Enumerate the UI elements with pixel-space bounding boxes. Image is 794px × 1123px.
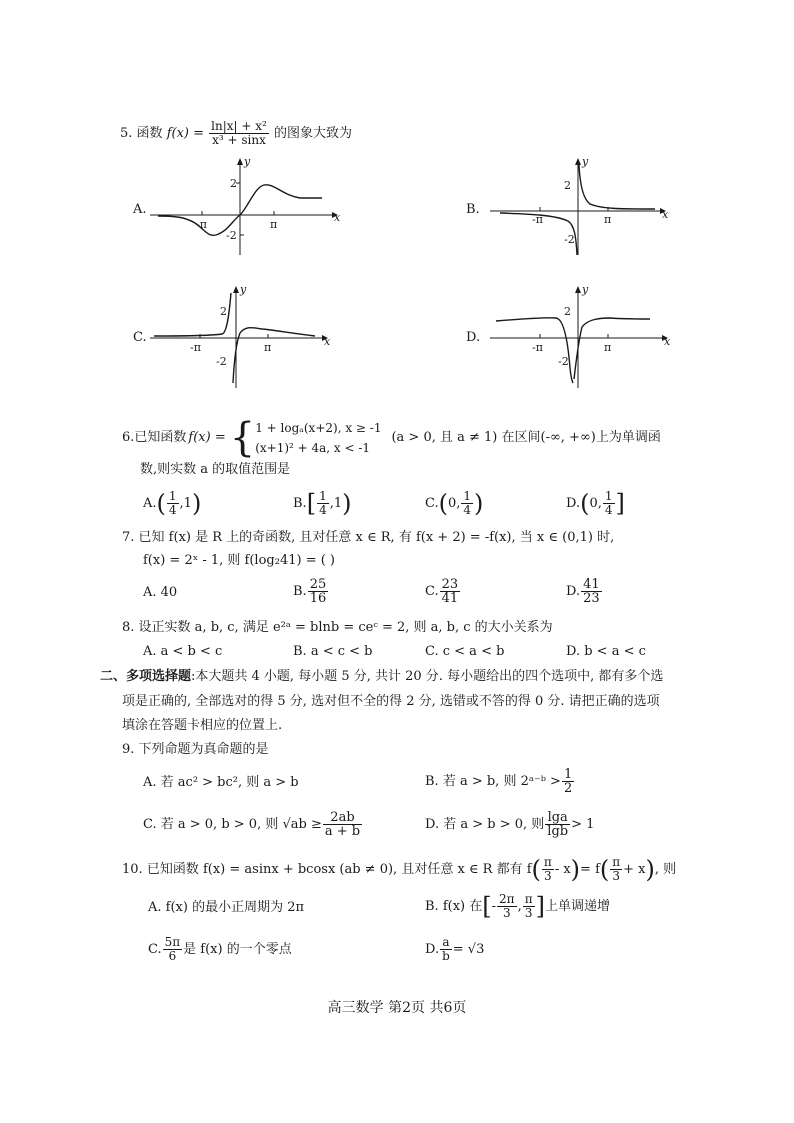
q5-graph-b <box>490 155 690 260</box>
label-neg2: -2 <box>226 229 237 242</box>
curve-right <box>574 318 650 379</box>
q8-option-b: B. a < c < b <box>293 644 373 659</box>
q10-stem: 10. 已知函数 f(x) = asinx + bcosx (ab ≠ 0), 且对任意 x ∈ R 都有 f( $\frac{\pi}{3}$ - x)= f( $\frac{\pi}{3}$ + x), 则 <box>122 855 677 884</box>
q10-option-b: B. f(x) 在[- $\frac{2\pi}{3}$ , $\frac{\pi}{3}$ ]上单调递增 <box>425 892 610 921</box>
q6-stem-pre: 已知函数 <box>134 430 187 445</box>
q9-stem: 9. 下列命题为真命题的是 <box>122 742 269 757</box>
q6-option-d: D.(0, $\frac{1}{4}$ ] <box>566 489 625 518</box>
label-pi: π <box>604 341 612 354</box>
y-axis-arrow <box>237 158 243 165</box>
y-axis-arrow <box>575 286 581 293</box>
y-label: y <box>244 155 251 168</box>
q6-f-expr: f(x) = <box>188 430 226 445</box>
q8-option-c: C. c < a < b <box>425 644 505 659</box>
label-neg-pi: -π <box>532 213 543 226</box>
q7-option-b: B. $\frac{25}{16}$ <box>293 577 327 606</box>
q8-option-d: D. b < a < c <box>566 644 646 659</box>
section2-line3: 填涂在答题卡相应的位置上. <box>122 718 283 733</box>
q5-f-expr: f(x) = <box>166 126 205 141</box>
curve-right <box>233 328 315 383</box>
q8-option-a: A. a < b < c <box>143 644 223 659</box>
q6-option-c: C.(0, $\frac{1}{4}$ ) <box>425 489 484 518</box>
q6-stem-post: (a > 0, 且 a ≠ 1) 在区间(-∞, +∞)上为单调函 <box>391 430 661 445</box>
section2-line2: 项是正确的, 全部选对的得 5 分, 选对但不全的得 2 分, 选错或不答的得 0 分. 请把正确的选项 <box>122 694 660 709</box>
q7-option-c: C. $\frac{23}{41}$ <box>425 577 459 606</box>
q6-case2: (x+1)² + 4a, x < -1 <box>255 441 371 455</box>
q8-stem: 8. 设正实数 a, b, c, 满足 e²ᵃ = blnb = ceᶜ = 2, 则 a, b, c 的大小关系为 <box>122 620 553 635</box>
q10-option-c: C. $\frac{5\pi}{6}$ 是 f(x) 的一个零点 <box>148 935 292 963</box>
x-label: x <box>664 335 671 348</box>
label-neg-pi: -π <box>190 341 201 354</box>
q5-number: 5. <box>120 126 133 141</box>
x-label: x <box>324 335 331 348</box>
y-label: y <box>582 283 589 296</box>
q6-option-a: A.( $\frac{1}{4}$ ,1) <box>143 489 202 518</box>
y-axis-arrow <box>575 158 581 165</box>
page-footer: 高三数学 第2页 共6页 <box>327 1000 467 1016</box>
q5-option-a-label: A. <box>133 202 147 217</box>
q5-option-d-label: D. <box>466 330 481 345</box>
label-2: 2 <box>564 305 571 318</box>
y-axis-arrow <box>233 286 239 293</box>
q10-option-d: D. $\frac{a}{b}$ = √3 <box>425 935 485 963</box>
q6-stem <box>122 415 661 461</box>
label-2: 2 <box>220 305 227 318</box>
q6-option-b: B.[ $\frac{1}{4}$ ,1) <box>293 489 352 518</box>
q7-stem-line1: 7. 已知 f(x) 是 R 上的奇函数, 且对任意 x ∈ R, 有 f(x + 2) = -f(x), 当 x ∈ (0,1) 时, <box>122 530 615 545</box>
q5-graph-c <box>150 283 350 391</box>
label-pi: π <box>270 218 278 231</box>
q9-option-a: A. 若 ac² > bc², 则 a > b <box>143 775 299 790</box>
label-neg2: -2 <box>564 233 575 246</box>
q5-graph-d <box>490 283 690 391</box>
label-neg2: -2 <box>216 355 227 368</box>
label-pi: π <box>604 213 612 226</box>
q10-option-a: A. f(x) 的最小正周期为 2π <box>148 900 305 915</box>
q5-stem <box>120 120 352 147</box>
section2-title: 二、多项选择题 <box>100 669 192 684</box>
label-pi: π <box>264 341 272 354</box>
label-neg-pi: -π <box>532 341 543 354</box>
q7-option-a: A. 40 <box>143 585 178 600</box>
q5-fraction <box>209 120 269 147</box>
q5-stem-pre: 函数 <box>136 126 163 141</box>
y-label: y <box>582 155 589 168</box>
q6-brace: { <box>229 415 256 461</box>
q9-option-c: C. 若 a > 0, b > 0, 则 √ab ≥ $\frac{2ab}{a + b}$ <box>143 810 361 839</box>
q6-case1: 1 + logₐ(x+2), x ≥ -1 <box>255 421 382 435</box>
q5-graph-a <box>150 155 350 260</box>
label-2: 2 <box>564 179 571 192</box>
label-neg2: -2 <box>558 355 569 368</box>
q5-stem-post: 的图象大致为 <box>273 126 352 141</box>
q7-stem-line2: f(x) = 2ˣ - 1, 则 f(log₂41) = ( ) <box>143 553 335 568</box>
q5-option-c-label: C. <box>133 330 147 345</box>
q9-option-d: D. 若 a > b > 0, 则 $\frac{\lg a}{\lg b}$ > 1 <box>425 810 595 839</box>
x-label: x <box>334 211 341 224</box>
q7-option-d: D. $\frac{41}{23}$ <box>566 577 600 606</box>
x-label: x <box>662 208 669 221</box>
q6-cases <box>255 418 381 458</box>
q9-option-b: B. 若 a > b, 则 2ᵃ⁻ᵇ > $\frac{1}{2}$ <box>425 767 573 796</box>
label-2: 2 <box>230 177 237 190</box>
q5-denominator: x³ + sinx <box>212 133 266 147</box>
q6-stem-line2: 数,则实数 a 的取值范围是 <box>140 462 291 477</box>
section2-line1: 二、多项选择题:本大题共 4 小题, 每小题 5 分, 共计 20 分. 每小题给出的四个选项中, 都有多个选 <box>100 669 664 684</box>
label-neg-pi: -π <box>196 218 207 231</box>
q6-number: 6. <box>122 430 135 445</box>
curve-right <box>579 165 655 209</box>
q5-option-b-label: B. <box>466 202 480 217</box>
q5-numerator: ln|x| + x² <box>211 119 267 133</box>
y-label: y <box>240 283 247 296</box>
